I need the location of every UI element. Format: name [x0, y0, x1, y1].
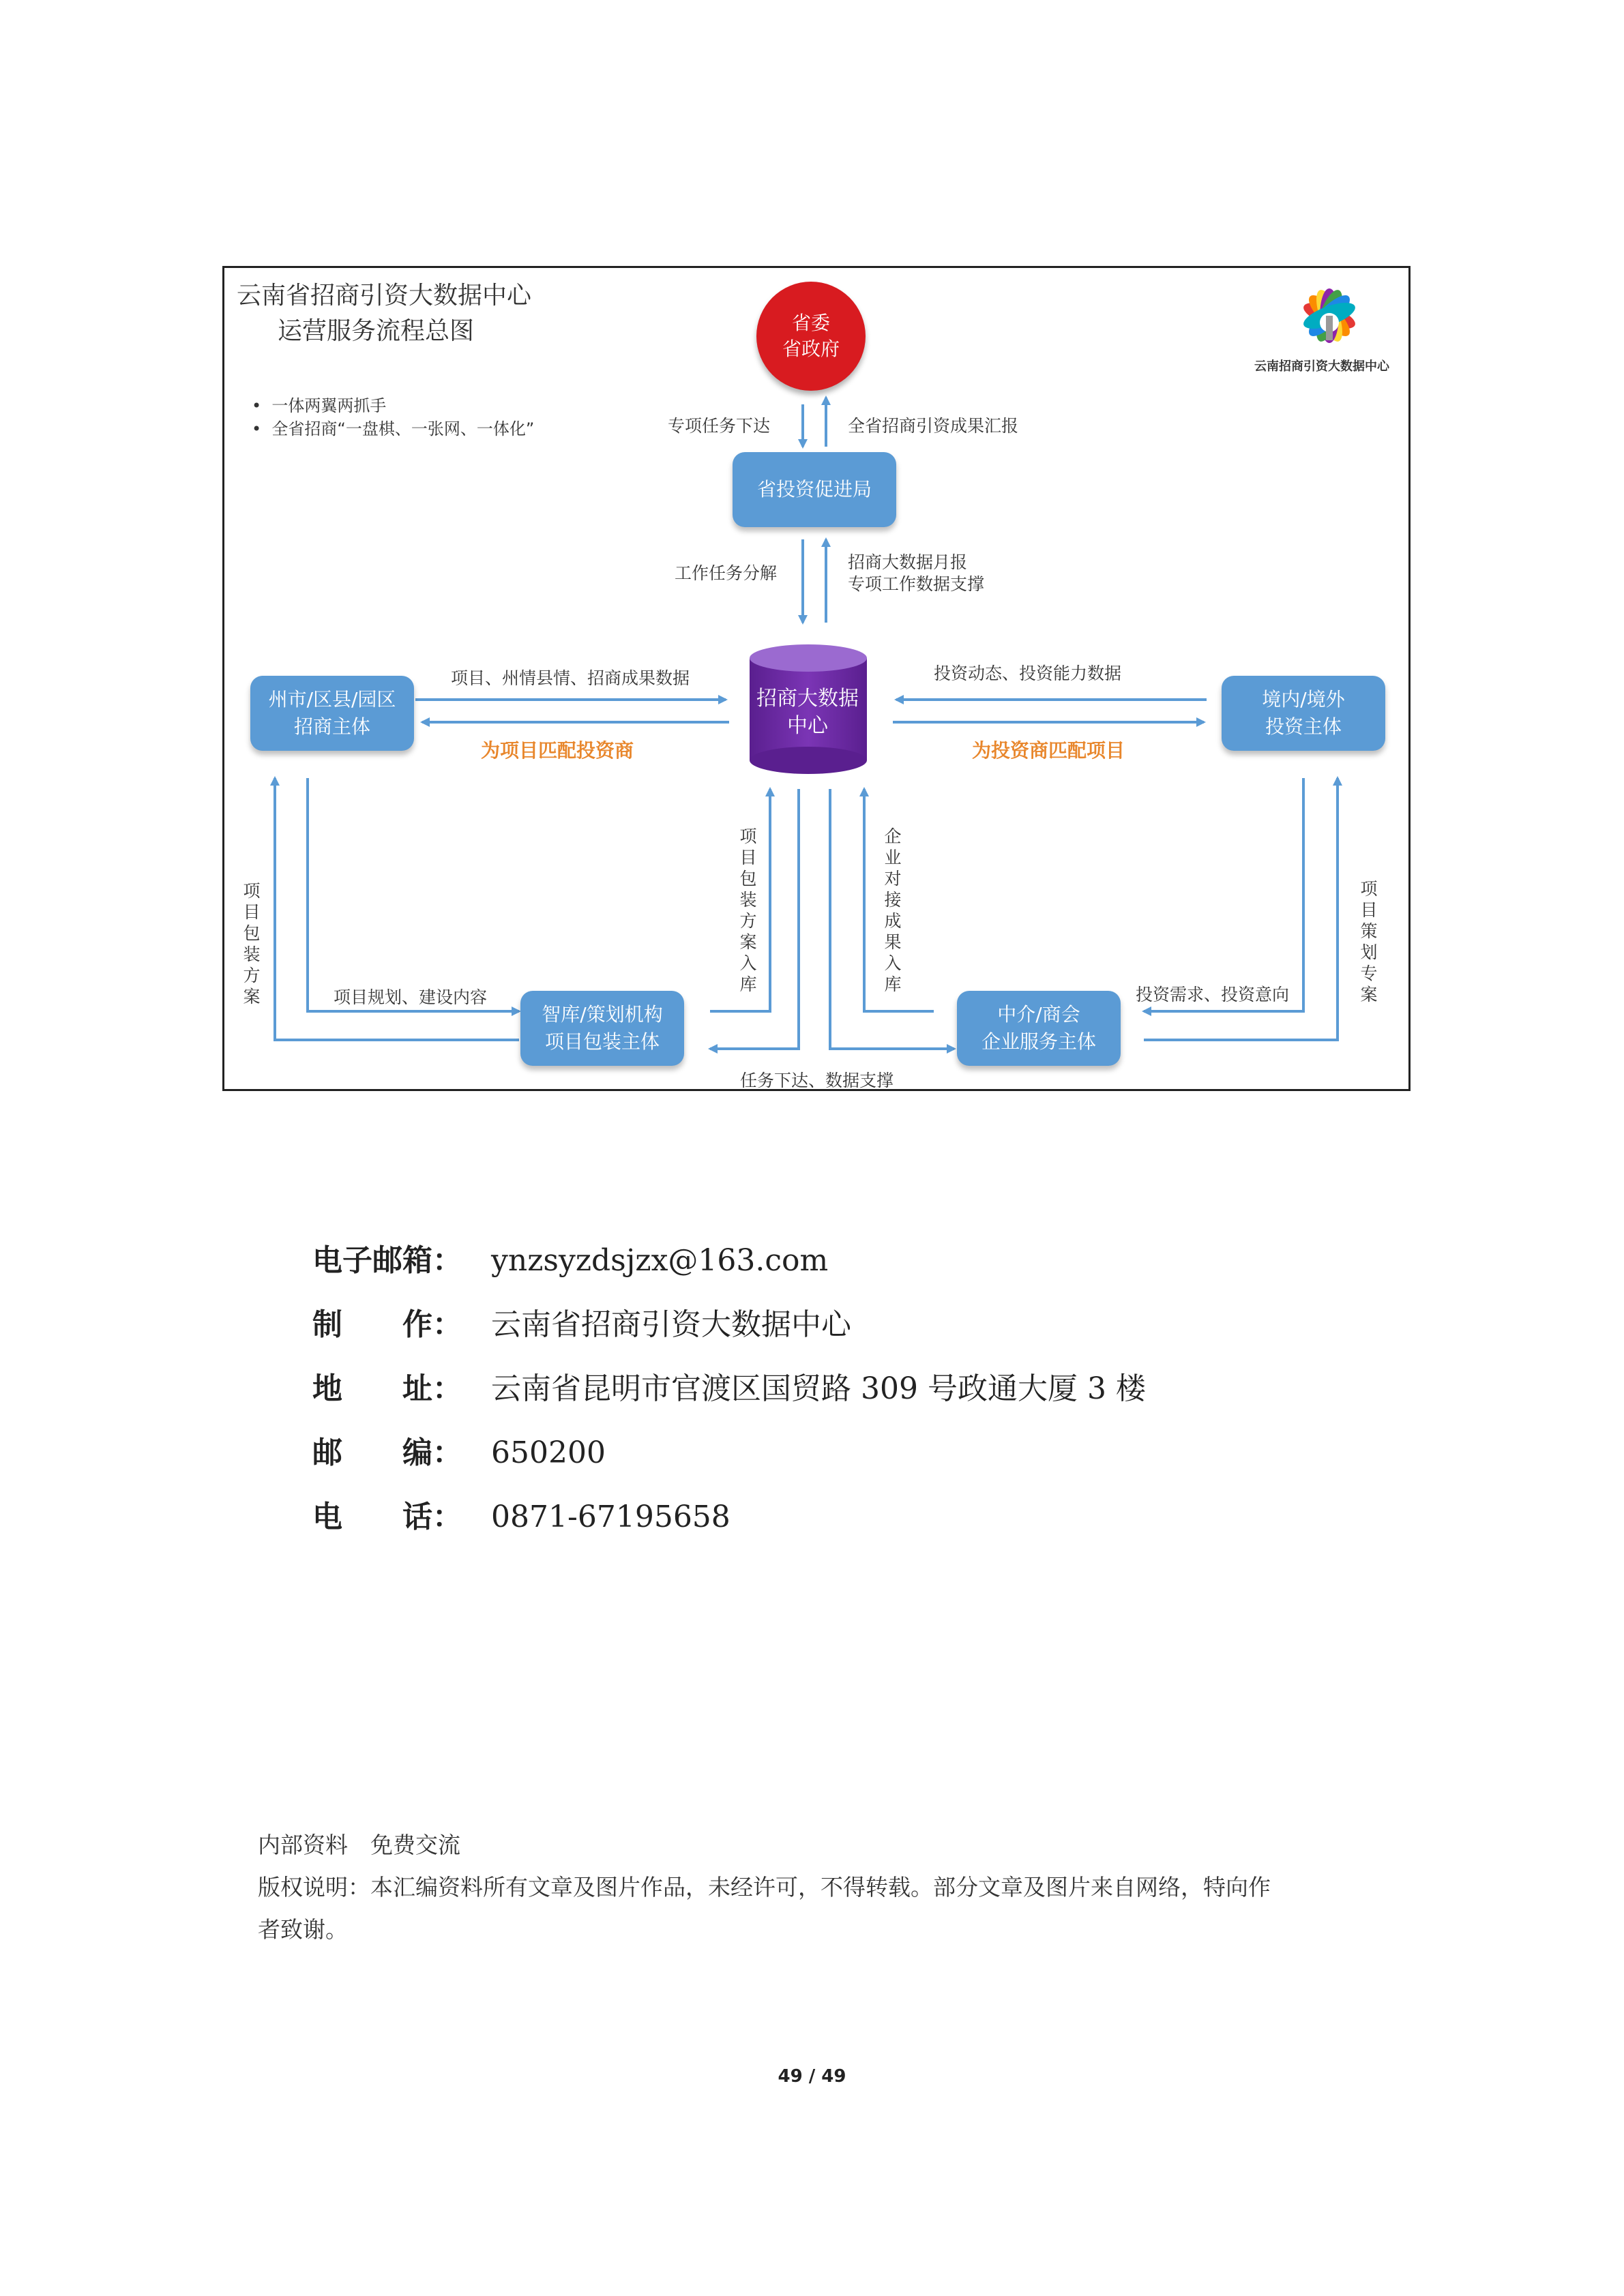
node-data-center: 招商大数据 中心 [756, 687, 859, 738]
label-right-vertical: 项目策划专案 [1360, 879, 1378, 1004]
contact-key: 制 作： [312, 1307, 462, 1342]
label-invest-need: 投资需求、投资意向 [1136, 985, 1290, 1004]
label-left-vertical: 项目包装方案 [243, 881, 261, 1007]
label-pack-storage: 项目包装方案入库 [739, 826, 757, 994]
logo-mark [1301, 287, 1359, 345]
label-left-data: 项目、州情县情、招商成果数据 [451, 668, 690, 688]
footer-copyright-cont: 者致谢。 [258, 1916, 348, 1943]
contact-key: 邮 编： [312, 1435, 462, 1470]
contact-phone [312, 1492, 730, 1536]
logo-text: 云南招商引资大数据中心 [1254, 359, 1389, 374]
diagram-title-line1: 云南省招商引资大数据中心 [237, 282, 532, 310]
contact-value: 650200 [491, 1435, 606, 1470]
label-project-plan: 项目规划、建设内容 [334, 987, 488, 1007]
bullet-item: • 一体两翼两抓手 [252, 396, 387, 415]
label-monthly-report: 招商大数据月报 [848, 552, 968, 572]
label-work-decompose: 工作任务分解 [675, 563, 778, 583]
arrow-project-plan [308, 778, 519, 1011]
label-task-down: 专项任务下达 [668, 416, 771, 436]
contact-key: 电 话： [312, 1500, 462, 1534]
label-data-support: 专项工作数据支撑 [848, 574, 985, 594]
contact-postcode [312, 1428, 606, 1472]
contact-producer [312, 1300, 851, 1343]
node-bureau: 省投资促进局 [733, 452, 896, 527]
label-enterprise-storage: 企业对接成果入库 [884, 826, 902, 994]
footer-note: 内部资料 免费交流 [258, 1832, 460, 1858]
node-provincial-gov: 省委 省政府 [756, 282, 866, 391]
node-agency: 中介/商会 企业服务主体 [957, 991, 1121, 1066]
flowchart-figure [222, 266, 1411, 1091]
label-result-report: 全省招商引资成果汇报 [848, 416, 1019, 436]
contact-key: 地 址： [312, 1371, 462, 1406]
contact-value: 0871-67195658 [491, 1500, 730, 1534]
contact-value: 云南省招商引资大数据中心 [491, 1307, 851, 1342]
bullet-item: • 全省招商“一盘棋、一张网、一体化” [252, 419, 535, 438]
node-investors: 境内/境外 投资主体 [1222, 676, 1385, 751]
node-think-tank: 智库/策划机构 项目包装主体 [520, 991, 684, 1066]
node-local-gov: 州市/区县/园区 招商主体 [250, 676, 414, 751]
label-left-match: 为项目匹配投资商 [481, 739, 634, 762]
contact-address [312, 1364, 1146, 1407]
contact-email [312, 1236, 828, 1279]
label-right-match: 为投资商匹配项目 [972, 739, 1125, 762]
contact-value: ynzsyzdsjzx@163.com [491, 1243, 829, 1278]
diagram-title-line2: 运营服务流程总图 [278, 317, 475, 345]
contact-key: 电子邮箱： [312, 1243, 462, 1278]
label-right-data: 投资动态、投资能力数据 [934, 664, 1122, 683]
footer-copyright: 版权说明：本汇编资料所有文章及图片作品，未经许可，不得转载。部分文章及图片来自网络，特向作 [258, 1874, 1271, 1900]
label-task-support: 任务下达、数据支撑 [740, 1071, 894, 1090]
page-number: 49 / 49 [778, 2066, 846, 2087]
contact-value: 云南省昆明市官渡区国贸路 309 号政通大厦 3 楼 [491, 1371, 1146, 1406]
arrow-invest-need [1144, 778, 1303, 1011]
